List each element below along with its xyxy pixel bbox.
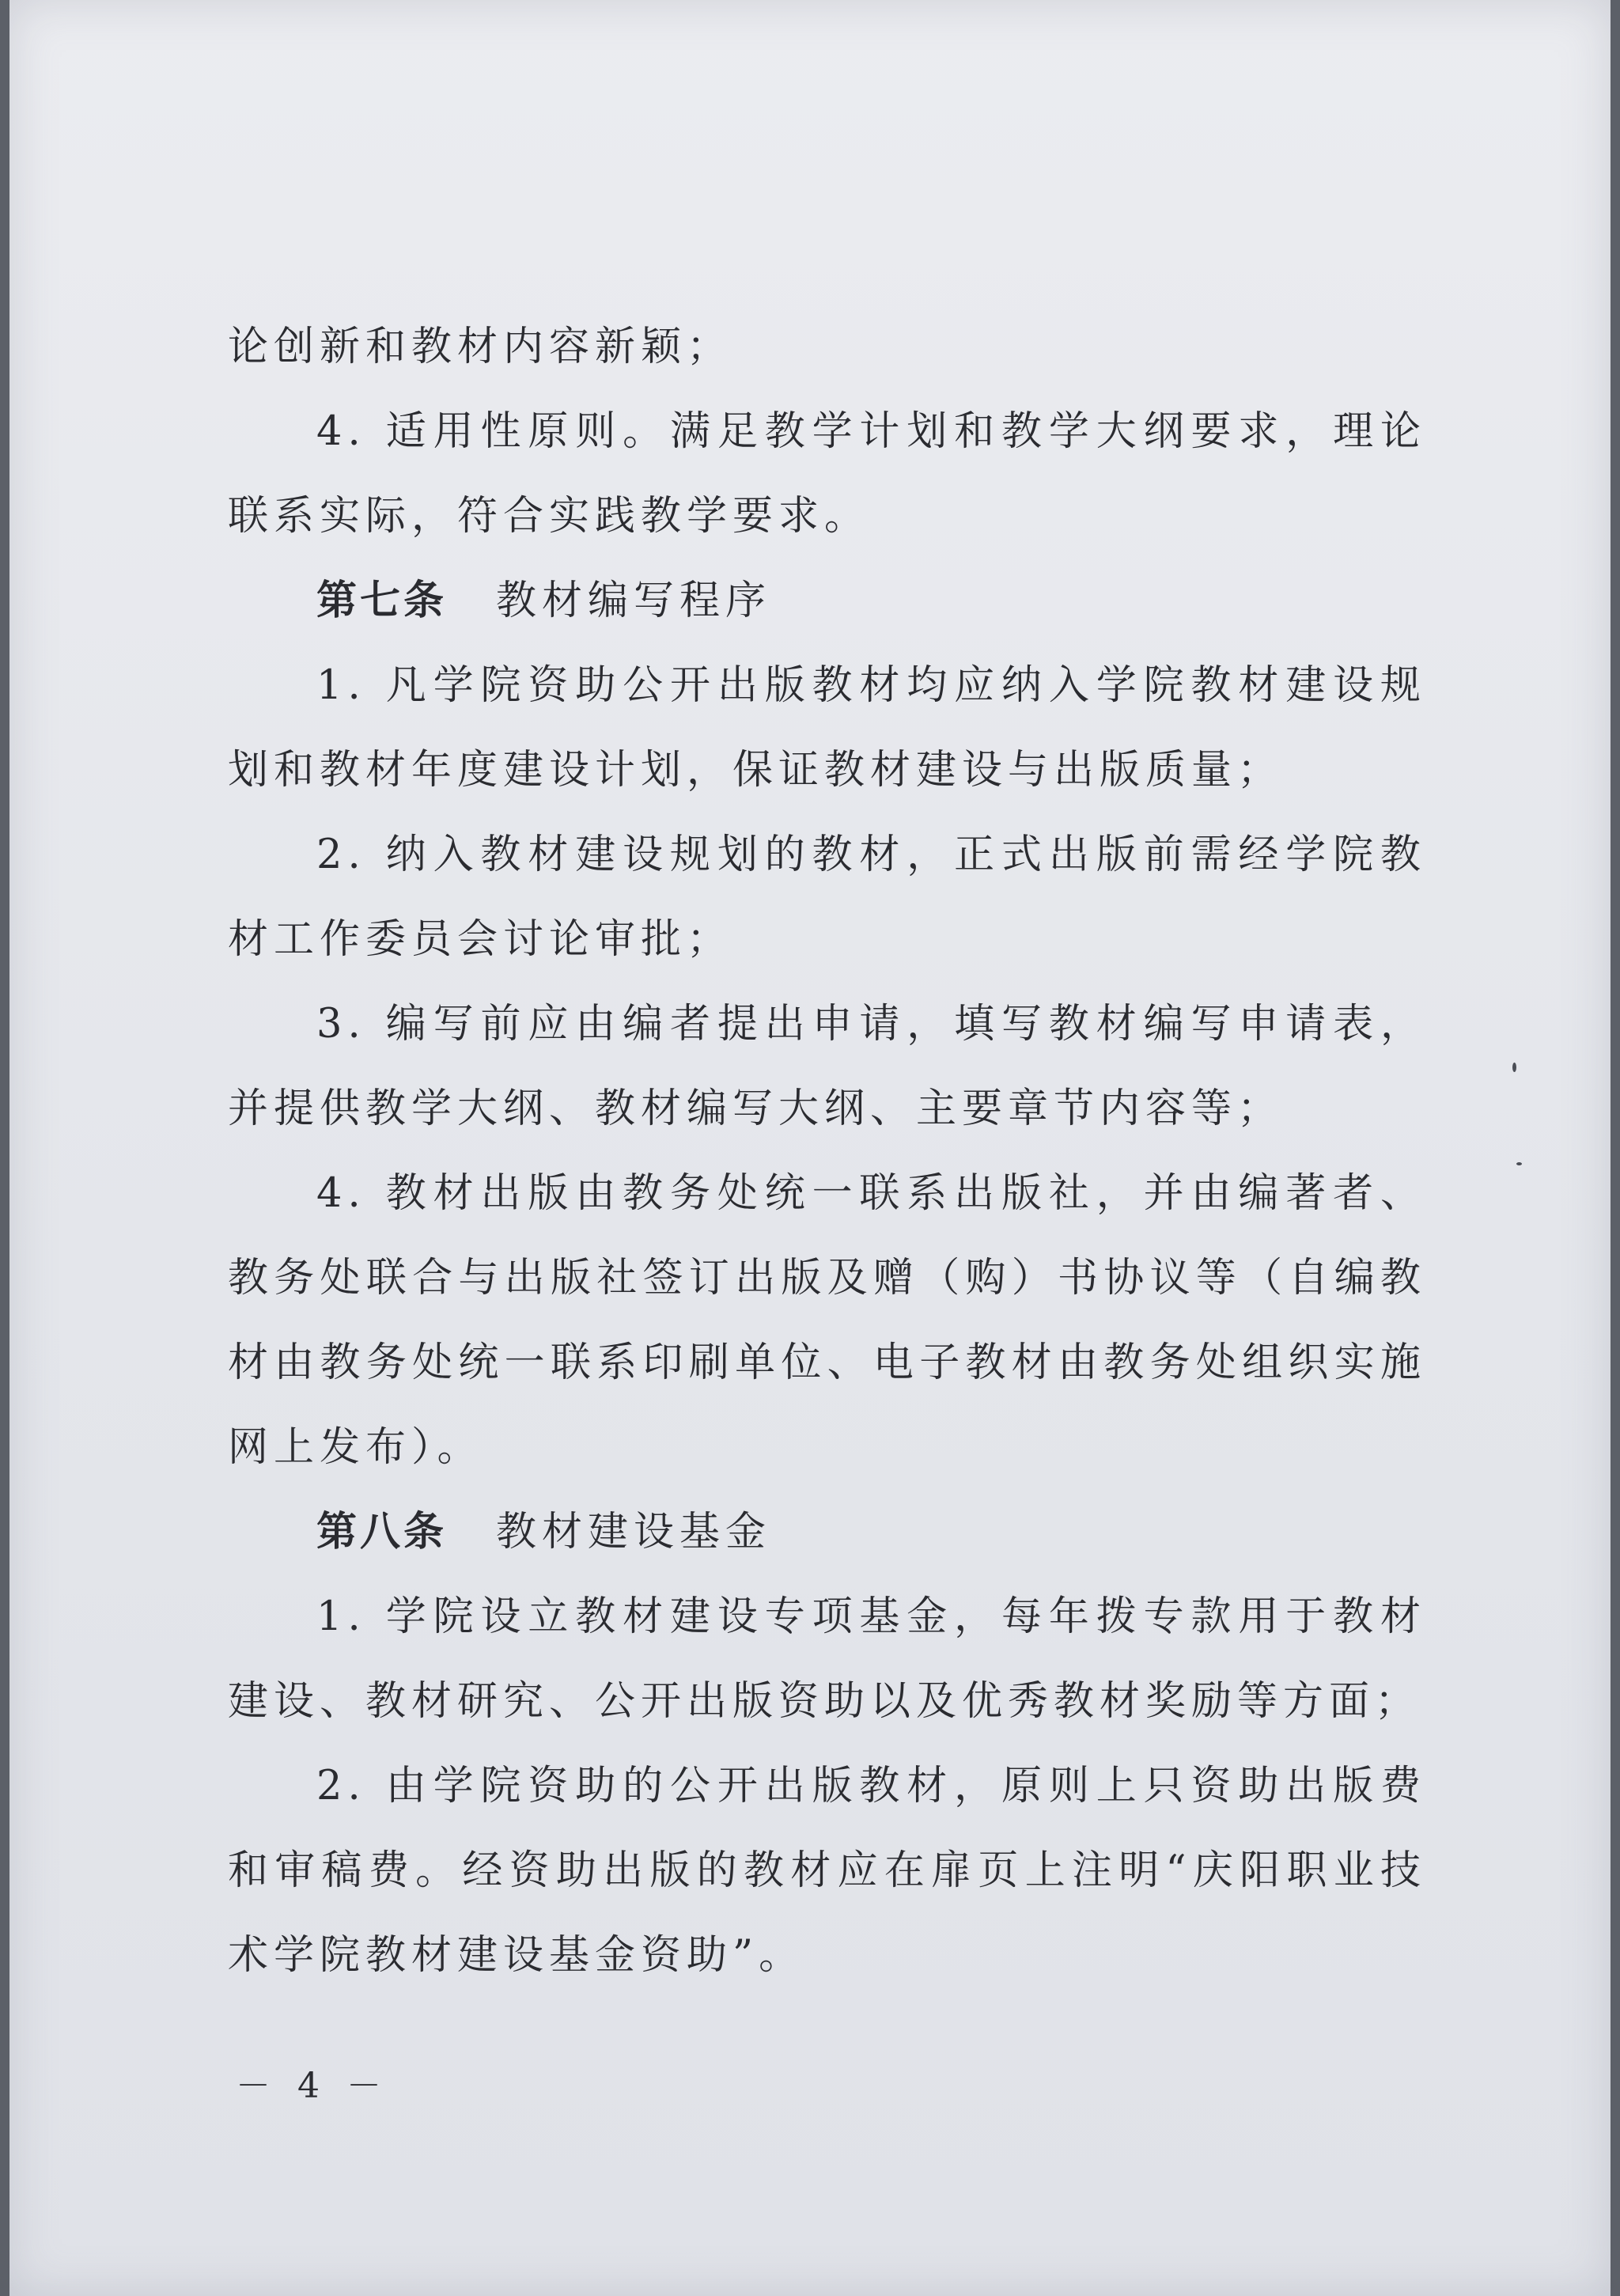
document-body <box>228 305 1426 1998</box>
article-8-heading <box>228 1490 1426 1574</box>
article-8-number: 第八条 <box>316 1509 448 1555</box>
page-number: － 4 － <box>236 2066 389 2106</box>
document-page <box>9 0 1611 2296</box>
paper-speck-mark <box>1512 1063 1516 1072</box>
article-8-title: 教材建设基金 <box>496 1509 772 1555</box>
paragraph-applicability-principle: 4. 适用性原则。满足教学计划和教学大纲要求，理论联系实际，符合实践教学要求。 <box>228 408 1426 540</box>
article-8-item-2: 2. 由学院资助的公开出版教材，原则上只资助出版费和审稿费。经资助出版的教材应在扉页上注明“庆阳职业技术学院教材建设基金资助”。 <box>228 1763 1426 1979</box>
article-7-item-1: 1. 凡学院资助公开出版教材均应纳入学院教材建设规划和教材年度建设计划，保证教材建设与出版质量； <box>228 662 1426 794</box>
article-7-heading <box>228 559 1426 643</box>
article-8-item-1: 1. 学院设立教材建设专项基金，每年拨专款用于教材建设、教材研究、公开出版资助以及优秀教材奖励等方面； <box>228 1593 1426 1725</box>
article-7-item-3: 3. 编写前应由编者提出申请，填写教材编写申请表，并提供教学大纲、教材编写大纲、主要章节内容等； <box>228 1001 1426 1132</box>
paragraph-continuation: 论创新和教材内容新颖； <box>228 324 733 370</box>
article-7-number: 第七条 <box>316 578 448 624</box>
article-7-item-4: 4. 教材出版由教务处统一联系出版社，并由编著者、教务处联合与出版社签订出版及赠（购）书协议等（自编教材由教务处统一联系印刷单位、电子教材由教务处组织实施网上发布）。 <box>228 1170 1426 1471</box>
article-7-title: 教材编写程序 <box>496 578 772 624</box>
paper-speck-mark <box>1516 1162 1522 1165</box>
article-7-item-2: 2. 纳入教材建设规划的教材，正式出版前需经学院教材工作委员会讨论审批； <box>228 832 1426 963</box>
